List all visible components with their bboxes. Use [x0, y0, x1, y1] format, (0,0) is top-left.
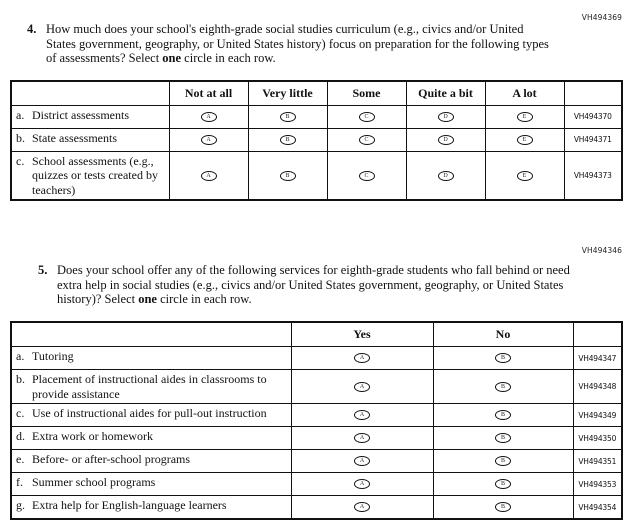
question-4-text-after: circle in each row.	[181, 51, 276, 66]
response-cell	[433, 370, 573, 404]
response-cell	[291, 404, 433, 427]
row-label: Before- or after-school programs	[32, 452, 191, 467]
row-id-code: VH494373	[564, 151, 622, 200]
bubble-letter: E	[522, 114, 527, 121]
response-cell	[485, 105, 564, 128]
answer-bubble-icon[interactable]	[201, 112, 217, 122]
row-label: Use of instructional aides for pull-out instruction	[32, 406, 267, 421]
response-cell	[433, 450, 573, 473]
answer-bubble-icon[interactable]	[359, 135, 375, 145]
row-letter: a.	[16, 107, 25, 122]
row-label-cell	[11, 370, 291, 404]
q4-header-row	[11, 81, 622, 106]
row-id-code: VH494370	[564, 105, 622, 128]
bubble-letter: B	[500, 458, 505, 465]
row-id-code: VH494351	[573, 450, 622, 473]
answer-bubble-icon[interactable]	[495, 353, 511, 363]
bubble-letter: B	[500, 412, 505, 419]
q5-row-extra-work	[11, 427, 622, 450]
row-id-code: VH494348	[573, 370, 622, 404]
answer-bubble-icon[interactable]	[280, 171, 296, 181]
row-id-code: VH494371	[564, 128, 622, 151]
answer-bubble-icon[interactable]	[201, 171, 217, 181]
q4-header-empty-code	[564, 81, 622, 106]
bubble-letter: C	[364, 137, 369, 144]
response-cell	[433, 347, 573, 370]
response-cell	[291, 370, 433, 404]
row-letter: g.	[16, 498, 25, 513]
row-label-cell	[11, 427, 291, 450]
question-4-text-before: How much does your school's eighth-grade social studies curriculum (e.g., civics and/or United States government, geography, or United States history) focus on preparation for the following types of assessments? Select	[46, 22, 549, 66]
answer-bubble-icon[interactable]	[201, 135, 217, 145]
response-cell	[248, 151, 327, 200]
question-4-body	[46, 22, 554, 66]
response-cell	[291, 427, 433, 450]
row-letter: f.	[16, 475, 23, 490]
row-id-code: VH494354	[573, 496, 622, 520]
answer-bubble-icon[interactable]	[280, 112, 296, 122]
answer-bubble-icon[interactable]	[354, 353, 370, 363]
q5-response-table	[10, 321, 623, 520]
response-cell	[248, 105, 327, 128]
response-cell	[169, 128, 248, 151]
row-id-code: VH494353	[573, 473, 622, 496]
q5-row-before-after-school	[11, 450, 622, 473]
question-4-text	[0, 22, 631, 66]
bubble-letter: A	[359, 481, 365, 488]
response-cell	[433, 404, 573, 427]
response-cell	[485, 151, 564, 200]
row-letter: d.	[16, 429, 25, 444]
answer-bubble-icon[interactable]	[354, 456, 370, 466]
bubble-letter: A	[359, 504, 365, 511]
answer-bubble-icon[interactable]	[495, 502, 511, 512]
q5-header-empty-code	[573, 322, 622, 347]
bubble-letter: A	[206, 172, 211, 179]
response-cell	[485, 128, 564, 151]
row-label-cell	[11, 450, 291, 473]
bubble-letter: A	[359, 412, 365, 419]
bubble-letter: E	[522, 137, 527, 144]
answer-bubble-icon[interactable]	[354, 479, 370, 489]
bubble-letter: B	[500, 435, 505, 442]
response-cell	[248, 128, 327, 151]
bubble-letter: B	[500, 383, 505, 390]
response-cell	[291, 450, 433, 473]
q4-header-empty-label	[11, 81, 169, 106]
q5-row-summer-school	[11, 473, 622, 496]
answer-bubble-icon[interactable]	[438, 171, 454, 181]
row-id-code: VH494349	[573, 404, 622, 427]
row-letter: c.	[16, 153, 25, 168]
bubble-letter: B	[285, 137, 290, 144]
bubble-letter: B	[500, 504, 505, 511]
q5-header-row	[11, 322, 622, 347]
bubble-letter: D	[443, 137, 448, 144]
row-label-cell	[11, 151, 169, 200]
q5-row-instructional-aides-classrooms	[11, 370, 622, 404]
bubble-letter: A	[359, 355, 365, 362]
row-label-cell	[11, 496, 291, 520]
q4-response-table	[10, 80, 623, 202]
bubble-letter: D	[443, 114, 448, 121]
row-label-cell	[11, 347, 291, 370]
question-4-number: 4.	[27, 22, 37, 36]
q4-col-header-very-little: Very little	[248, 81, 327, 106]
row-label: District assessments	[32, 107, 129, 122]
row-id-code: VH494347	[573, 347, 622, 370]
row-label: Extra work or homework	[32, 429, 153, 444]
answer-bubble-icon[interactable]	[359, 171, 375, 181]
response-cell	[406, 105, 485, 128]
question-5-text	[0, 263, 631, 307]
q4-col-header-some: Some	[327, 81, 406, 106]
question-5-text-after: circle in each row.	[156, 292, 252, 307]
answer-bubble-icon[interactable]	[495, 410, 511, 420]
question-5	[0, 263, 631, 520]
answer-bubble-icon[interactable]	[517, 171, 533, 181]
row-label-cell	[11, 128, 169, 151]
bubble-letter: B	[285, 114, 290, 121]
answer-bubble-icon[interactable]	[495, 456, 511, 466]
q4-row-school-assessments	[11, 151, 622, 200]
q5-row-english-language-learners	[11, 496, 622, 520]
bubble-letter: C	[364, 114, 369, 121]
answer-bubble-icon[interactable]	[354, 433, 370, 443]
q5-col-header-no: No	[433, 322, 573, 347]
answer-bubble-icon[interactable]	[280, 135, 296, 145]
q4-row-district-assessments	[11, 105, 622, 128]
row-label-cell	[11, 105, 169, 128]
response-cell	[327, 128, 406, 151]
response-cell	[169, 151, 248, 200]
row-label-cell	[11, 404, 291, 427]
answer-bubble-icon[interactable]	[517, 135, 533, 145]
bubble-letter: E	[522, 172, 527, 179]
answer-bubble-icon[interactable]	[438, 135, 454, 145]
q5-col-header-yes: Yes	[291, 322, 433, 347]
bubble-letter: B	[500, 481, 505, 488]
question-5-text-before: Does your school offer any of the following services for eighth-grade students who fall behind or need extra help in social studies (e.g., civics and/or United States government, geography, or United States history)? Select	[57, 263, 570, 307]
question-4	[0, 0, 631, 201]
answer-bubble-icon[interactable]	[495, 479, 511, 489]
question-4-bold-word: one	[162, 51, 182, 66]
row-label: State assessments	[32, 130, 117, 145]
response-cell	[291, 347, 433, 370]
bubble-letter: A	[206, 114, 211, 121]
response-cell	[291, 496, 433, 520]
answer-bubble-icon[interactable]	[354, 502, 370, 512]
bubble-letter: C	[364, 172, 369, 179]
bubble-letter: A	[359, 383, 365, 390]
bubble-letter: B	[285, 172, 290, 179]
response-cell	[291, 473, 433, 496]
row-label: Summer school programs	[32, 475, 156, 490]
row-letter: c.	[16, 406, 25, 421]
row-label: Extra help for English-language learners	[32, 498, 227, 513]
bubble-letter: A	[206, 137, 211, 144]
row-letter: b.	[16, 130, 25, 145]
response-cell	[406, 151, 485, 200]
response-cell	[433, 496, 573, 520]
question-5-id-code: VH494346	[581, 246, 622, 255]
bubble-letter: A	[359, 435, 365, 442]
response-cell	[433, 473, 573, 496]
response-cell	[169, 105, 248, 128]
row-label-cell	[11, 473, 291, 496]
answer-bubble-icon[interactable]	[359, 112, 375, 122]
answer-bubble-icon[interactable]	[517, 112, 533, 122]
answer-bubble-icon[interactable]	[495, 433, 511, 443]
row-label: School assessments (e.g., quizzes or tests created by teachers)	[32, 153, 158, 197]
row-label: Tutoring	[32, 349, 74, 364]
question-4-id-code: VH494369	[581, 13, 622, 22]
bubble-letter: A	[359, 458, 365, 465]
row-label: Placement of instructional aides in classrooms to provide assistance	[32, 372, 267, 401]
response-cell	[433, 427, 573, 450]
answer-bubble-icon[interactable]	[495, 382, 511, 392]
q5-header-empty-label	[11, 322, 291, 347]
answer-bubble-icon[interactable]	[438, 112, 454, 122]
q4-row-state-assessments	[11, 128, 622, 151]
answer-bubble-icon[interactable]	[354, 410, 370, 420]
q4-col-header-not-at-all: Not at all	[169, 81, 248, 106]
question-5-bold-word: one	[138, 292, 157, 307]
row-letter: a.	[16, 349, 25, 364]
row-id-code: VH494350	[573, 427, 622, 450]
row-letter: e.	[16, 452, 25, 467]
question-5-body	[57, 263, 571, 307]
response-cell	[406, 128, 485, 151]
answer-bubble-icon[interactable]	[354, 382, 370, 392]
response-cell	[327, 151, 406, 200]
bubble-letter: B	[500, 355, 505, 362]
q4-col-header-a-lot: A lot	[485, 81, 564, 106]
question-5-number: 5.	[38, 263, 48, 278]
bubble-letter: D	[443, 172, 448, 179]
row-letter: b.	[16, 372, 25, 387]
q4-col-header-quite-a-bit: Quite a bit	[406, 81, 485, 106]
response-cell	[327, 105, 406, 128]
q5-row-instructional-aides-pull-out	[11, 404, 622, 427]
q5-row-tutoring	[11, 347, 622, 370]
